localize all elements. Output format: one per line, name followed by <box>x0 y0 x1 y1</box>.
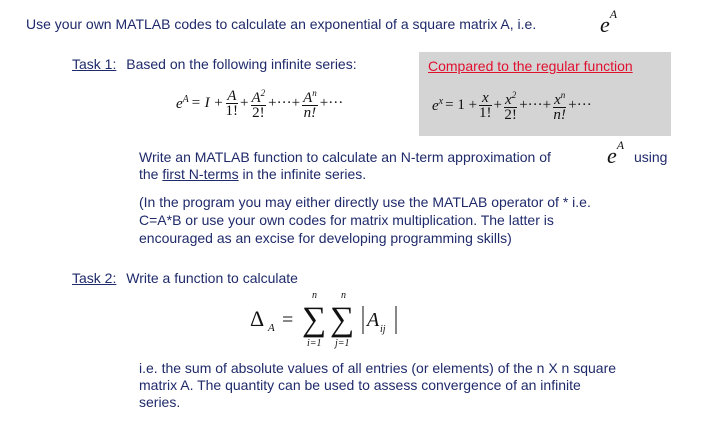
series-frac-1: $\frac{A}{1!}$ <box>225 87 239 119</box>
regular-frac-2: $\frac{x^2}{2!}$ <box>504 90 517 123</box>
abs-variable: A <box>367 309 380 331</box>
delta-equals: = <box>282 309 294 331</box>
series-eq-I: = I + <box>190 94 224 111</box>
regular-eq-1: = 1 + <box>445 96 478 113</box>
intro-exp <box>600 6 618 38</box>
delta-formula <box>240 288 420 352</box>
series-ellipsis: +···+ <box>268 94 301 111</box>
matrix-series-formula <box>176 86 343 120</box>
first-n-terms-link: first N-terms <box>162 166 239 182</box>
intro-sentence: Use your own MATLAB codes to calculate an exponential of a square matrix A, i.e. <box>26 16 537 32</box>
regular-frac-n: $\frac{x^n}{n!}$ <box>553 90 566 123</box>
task1-para1-line2: the first N-terms in the infinite series. <box>139 166 367 182</box>
delta-subscript: A <box>268 322 275 334</box>
series-frac-2: $\frac{A^2}{2!}$ <box>251 88 266 121</box>
regular-ellipsis: +···+ <box>519 96 552 113</box>
regular-lhs: $e^x$ <box>432 95 444 114</box>
series-frac-n: $\frac{A^n}{n!}$ <box>303 88 317 121</box>
regular-plus: + <box>493 96 503 113</box>
sum-lower-2: j=1 <box>335 338 350 349</box>
task1-para1-using: using <box>634 149 668 165</box>
series-lhs: $e^A$ <box>176 93 189 112</box>
task1-para2-line3: encouraged as an excise for developing programming skills) <box>139 230 512 246</box>
abs-subscript: ij <box>380 324 386 335</box>
task2-header <box>72 270 298 287</box>
delta-symbol: Δ <box>250 306 265 331</box>
intro-exp-base: e <box>600 12 610 37</box>
task2-description: Write a function to calculate <box>126 270 298 286</box>
task1-header <box>72 56 357 73</box>
sum-upper-2: n <box>341 290 346 301</box>
task1-para2-line2: C=A*B or use your own codes for matrix multiplication. The latter is <box>139 212 554 228</box>
task2-para-line1: i.e. the sum of absolute values of all entries (or elements) of the n X n square <box>139 360 617 376</box>
task1-description: Based on the following infinite series: <box>126 56 357 72</box>
series-plus: + <box>240 94 249 111</box>
comparison-title: Compared to the regular function <box>428 58 633 74</box>
task2-para-line3: series. <box>139 394 181 410</box>
intro-text <box>26 16 536 33</box>
sum-lower-1: i=1 <box>307 338 322 349</box>
sum-sigma-1: ∑ <box>302 301 327 338</box>
regular-frac-1: $\frac{x}{1!}$ <box>479 89 492 121</box>
task1-label: Task 1: <box>72 56 117 72</box>
series-tail: +··· <box>319 94 344 111</box>
task1-para1-line1: Write an MATLAB function to calculate an N-term approximation of <box>139 149 551 165</box>
task1-para1-exp: $e^A$ <box>607 137 625 168</box>
sum-sigma-2: ∑ <box>330 301 355 338</box>
sum-upper-1: n <box>312 290 317 301</box>
regular-tail: +··· <box>568 96 592 113</box>
task2-label: Task 2: <box>72 270 117 286</box>
intro-exp-power: A <box>609 6 618 21</box>
task2-para-line2: matrix A. The quantity can be used to assess convergence of an infinite <box>139 377 581 393</box>
regular-series-formula <box>432 88 592 122</box>
task1-para2-line1: (In the program you may either directly use the MATLAB operator of * i.e. <box>139 194 591 210</box>
